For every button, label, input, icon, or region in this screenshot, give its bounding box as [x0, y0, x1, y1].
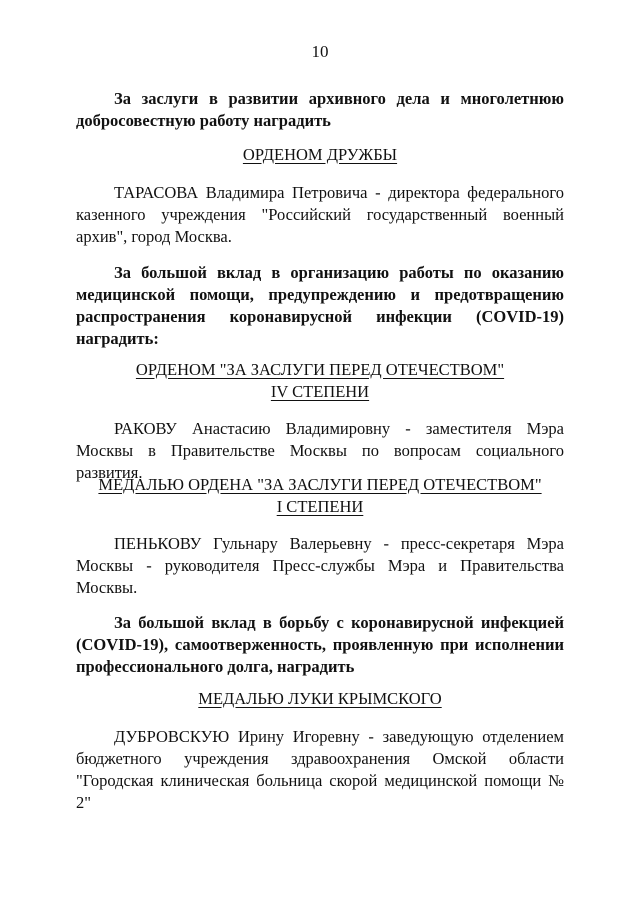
recipient-text: РАКОВУ Анастасию Владимировну - заместителя Мэра Москвы в Правительстве Москвы по вопросам социального развития.: [76, 419, 564, 482]
preamble-text: За большой вклад в организацию работы по оказанию медицинской помощи, предупреждению и предотвращению распространения коронавирусной инфекции (COVID-19) наградить:: [76, 263, 564, 348]
recipient-text: ПЕНЬКОВУ Гульнару Валерьевну - пресс-секретаря Мэра Москвы - руководителя Пресс-службы Мэра и Правительства Москвы.: [76, 534, 564, 597]
award-heading-4: [76, 688, 564, 710]
recipient-text: ТАРАСОВА Владимира Петровича - директора федерального казенного учреждения "Российский государственный военный архив", город Москва.: [76, 183, 564, 246]
award-title: ОРДЕНОМ ДРУЖБЫ: [242, 145, 398, 164]
recipient-4: [76, 726, 564, 814]
decree-preamble-1: [76, 88, 564, 132]
preamble-text: За заслуги в развитии архивного дела и многолетнюю добросовестную работу наградить: [76, 89, 564, 130]
award-title: ОРДЕНОМ "ЗА ЗАСЛУГИ ПЕРЕД ОТЕЧЕСТВОМ": [135, 360, 505, 379]
recipient-3: [76, 533, 564, 599]
award-heading-2: [76, 359, 564, 403]
decree-preamble-2: [76, 262, 564, 350]
award-title: МЕДАЛЬЮ ОРДЕНА "ЗА ЗАСЛУГИ ПЕРЕД ОТЕЧЕСТВОМ": [98, 475, 542, 494]
award-title: МЕДАЛЬЮ ЛУКИ КРЫМСКОГО: [198, 689, 442, 708]
recipient-text: ДУБРОВСКУЮ Ирину Игоревну - заведующую отделением бюджетного учреждения здравоохранения Омской области "Городская клиническая больница скорой медицинской помощи № 2": [76, 727, 564, 812]
award-heading-1: [76, 144, 564, 166]
preamble-text: За большой вклад в борьбу с коронавирусной инфекцией (COVID-19), самоотверженность, проявленную при исполнении профессионального долга, наградить: [76, 613, 564, 676]
award-heading-3: [76, 474, 564, 518]
award-degree: IV СТЕПЕНИ: [270, 382, 370, 401]
page-number: 10: [311, 42, 329, 61]
decree-preamble-4: [76, 612, 564, 678]
recipient-1: [76, 182, 564, 248]
award-degree: I СТЕПЕНИ: [276, 497, 364, 516]
